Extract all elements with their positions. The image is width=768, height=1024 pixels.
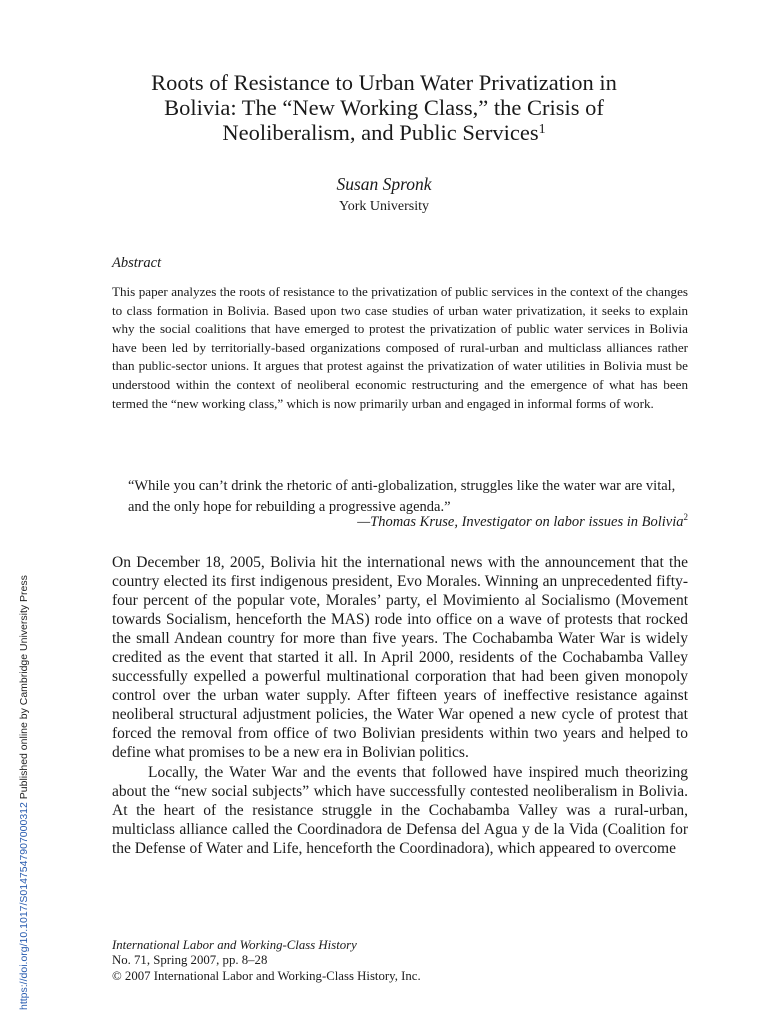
body-paragraph-1: On December 18, 2005, Bolivia hit the international news with the announcement that the country elected its first indigenous president, Evo Morales. Winning an unprecedented fifty-four percent of the popular vote, Morales’ party, el Movimiento al Socialismo (Movement towards Socialism, henceforth the MAS) rode into office on a wave of protests that rocked the small Andean country for more than five years. The Cochabamba Water War is widely credited as the event that started it all. In April 2000, residents of the Cochabamba Valley successfully expelled a powerful multinational corporation that had been given monopoly control over the urban water supply. After fifteen years of ineffective resistance against neoliberal structural adjustment policies, the Water War opened a new cycle of protest that forced the removal from office of two Bolivian presidents within two years and helped to define what promises to be a new era in Bolivian politics. [112,554,688,762]
author-name: Susan Spronk [336,174,432,194]
abstract-text: This paper analyzes the roots of resistance to the privatization of public services in the context of the changes to class formation in Bolivia. Based upon two case studies of urban water privatization, it seeks to explain why the social coalitions that have emerged to protest the privatization of public water services in Bolivia have been led by territorially-based organizations composed of rural-urban and multiclass alliances rather than public-sector unions. It argues that protest against the privatization of water utilities in Bolivia must be understood within the context of neoliberal economic restructuring and the emergence of what has been termed the “new working class,” which is now primarily urban and engaged in informal forms of work. [112,284,688,411]
title-line-3-text: Neoliberalism, and Public Services [222,120,539,145]
title-line-3 [100,120,668,145]
publisher-note: Published online by Cambridge University Press [18,575,30,803]
journal-issue: No. 71, Spring 2007, pp. 8–28 [112,953,268,968]
epigraph-quote: “While you can’t drink the rhetoric of anti-globalization, struggles like the water war are vital, and the only hope for rebuilding a progressive agenda.” [128,478,676,515]
doi-link[interactable]: https://doi.org/10.1017/S0147547907000312 [18,802,30,1010]
title-footnote-mark[interactable]: 1 [538,122,546,137]
body-paragraph-2: Locally, the Water War and the events that followed have inspired much theorizing about the “new social subjects” which have successfully contested neoliberalism in Bolivia. At the heart of the resistance struggle in the Cochabamba Valley was a rural-urban, multiclass alliance called the Coordinadora de Defensa del Agua y de la Vida (Coalition for the Defense of Water and Life, henceforth the Coordinadora), which appeared to overcome [112,763,688,857]
abstract-heading: Abstract [112,255,162,271]
epigraph-footnote-mark[interactable]: 2 [683,512,688,522]
title-line-1: Roots of Resistance to Urban Water Privatization in [151,70,617,95]
title-line-2: Bolivia: The “New Working Class,” the Crisis of [164,95,604,120]
epigraph-attribution [128,514,688,531]
epigraph-attribution-text: —Thomas Kruse, Investigator on labor issues in Bolivia [357,514,684,530]
journal-footer [112,938,421,984]
body-text [112,553,688,858]
copyright-notice: © 2007 International Labor and Working-Class History, Inc. [112,968,421,983]
paper-title [100,70,668,145]
side-doi-strip [18,575,30,1010]
journal-name: International Labor and Working-Class History [112,938,357,952]
author-affiliation: York University [339,199,429,214]
